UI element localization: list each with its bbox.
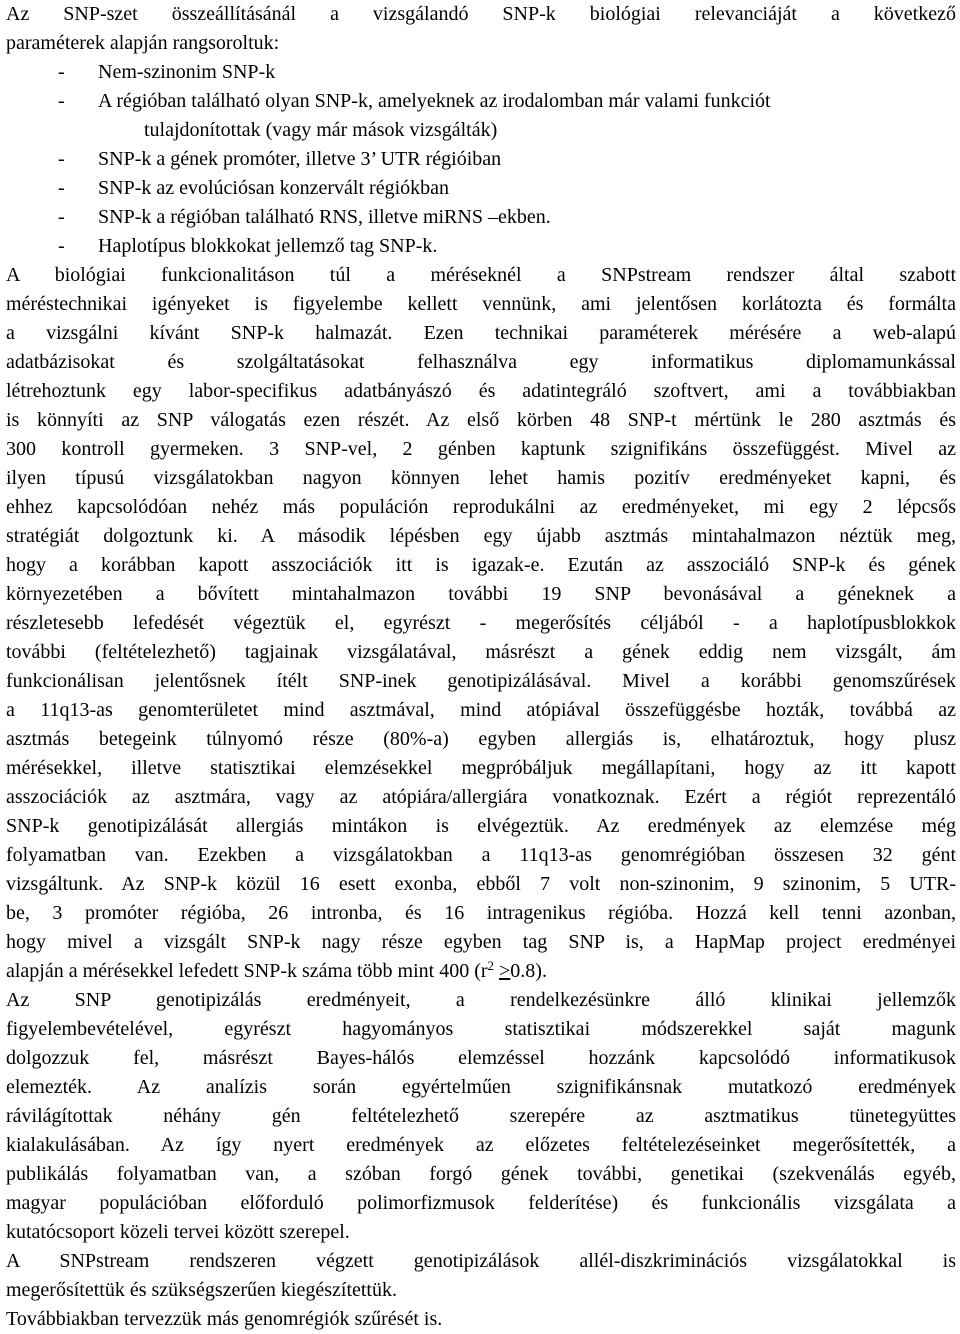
- text-line: is könnyíti az SNP válogatás ezen részét. Az első körben 48 SNP-t mértünk le 280 asztmás és: [6, 409, 956, 431]
- list-item-continuation: [6, 116, 956, 145]
- paragraph-plans: [6, 1305, 956, 1334]
- text-line: paraméterek alapján rangsoroltuk:: [6, 32, 280, 54]
- paragraph-results: [6, 986, 956, 1247]
- list-item: [6, 174, 956, 203]
- list-item-text: Haplotípus blokkokat jellemző tag SNP-k.: [98, 235, 438, 257]
- text-line: adatbázisokat és szolgáltatásokat felhasználva egy informatikus diplomamunkással: [6, 351, 956, 373]
- list-bullet: -: [58, 90, 65, 112]
- text-line: dolgozzuk fel, másrészt Bayes-hálós elemzéssel hozzánk kapcsolódó informatikusok: [6, 1047, 956, 1069]
- greater-equal-sign: >: [499, 960, 511, 982]
- list-item-text: tulajdonítottak (vagy már mások vizsgálták): [144, 119, 498, 141]
- text-line: SNP-k genotipizálását allergiás mintákon is elvégeztük. Az eredmények az elemzése még: [6, 815, 956, 837]
- list-item-text: SNP-k a régióban található RNS, illetve miRNS –ekben.: [98, 206, 551, 228]
- text-line: a 11q13-as genomterületet mind asztmával, mind atópiával összefüggésbe hozták, továbbá az: [6, 699, 956, 721]
- list-item-text: SNP-k az evolúciósan konzervált régiókban: [98, 177, 450, 199]
- text-line: Továbbiakban tervezzük más genomrégiók szűrését is.: [6, 1308, 443, 1330]
- text-fragment: 0.8).: [510, 960, 547, 982]
- text-line: környezetében a bővített mintahalmazon további 19 SNP bevonásával a géneknek a: [6, 583, 956, 605]
- text-line: Az SNP genotipizálás eredményeit, a rendelkezésünkre álló klinikai jellemzők: [6, 989, 956, 1011]
- document-page: [6, 0, 956, 1334]
- list-bullet: -: [58, 206, 65, 228]
- list-item: [6, 232, 956, 261]
- list-bullet: -: [58, 148, 65, 170]
- text-line: ehhez kapcsolódóan nehéz más populáción reprodukálni az eredményeket, mi egy 2 lépcsős: [6, 496, 956, 518]
- list-bullet: -: [58, 177, 65, 199]
- list-item-text: A régióban található olyan SNP-k, amelyeknek az irodalomban már valami funkciót: [98, 90, 771, 112]
- text-line: A SNPstream rendszeren végzett genotipizálások allél-diszkriminációs vizsgálatokkal is: [6, 1250, 956, 1272]
- text-line: funkcionálisan jelentősnek ítélt SNP-inek genotipizálásával. Mivel a korábbi genomszűrések: [6, 670, 956, 692]
- text-fragment: alapján a mérésekkel lefedett SNP-k száma több mint 400 (r: [6, 960, 488, 982]
- text-line: Az SNP-szet összeállításánál a vizsgálandó SNP-k biológiai relevanciáját a következő: [6, 3, 956, 25]
- text-line: kialakulásában. Az így nyert eredmények az előzetes feltételezéseinket megerősítették, a: [6, 1134, 956, 1156]
- paragraph-snpstream: [6, 1247, 956, 1305]
- text-line: be, 3 promóter régióba, 26 intronba, és 16 intragenikus régióba. Hozzá kell tenni azonban,: [6, 902, 956, 924]
- text-line: részletesebb lefedését végeztük el, egyrészt - megerősítés céljából - a haplotípusblokkok: [6, 612, 956, 634]
- list-item-text: Nem-szinonim SNP-k: [98, 61, 276, 83]
- text-line: 300 kontroll gyermeken. 3 SNP-vel, 2 génben kaptunk szignifikáns összefüggést. Mivel az: [6, 438, 956, 460]
- text-line: stratégiát dolgoztunk ki. A második lépésben egy újabb asztmás mintahalmazon néztük meg,: [6, 525, 956, 547]
- intro-paragraph: [6, 0, 956, 58]
- text-line: vizsgáltunk. Az SNP-k közül 16 esett exonba, ebből 7 volt non-szinonim, 9 szinonim, 5 UTR-: [6, 873, 956, 895]
- text-line: létrehoztunk egy labor-specifikus adatbányászó és adatintegráló szoftvert, ami a továbbiakban: [6, 380, 956, 402]
- criteria-list: [6, 58, 956, 261]
- list-item-text: SNP-k a gének promóter, illetve 3’ UTR régióiban: [98, 148, 502, 170]
- text-line: asszociációk az asztmára, vagy az atópiára/allergiára vonatkoznak. Ezért a régiót reprezentáló: [6, 786, 956, 808]
- list-item: [6, 58, 956, 87]
- text-line: kutatócsoport közeli tervei között szerepel.: [6, 1221, 350, 1243]
- text-line: a vizsgálni kívánt SNP-k halmazát. Ezen technikai paraméterek mérésére a web-alapú: [6, 322, 956, 344]
- list-item: [6, 203, 956, 232]
- text-line: A biológiai funkcionalitáson túl a méréseknél a SNPstream rendszer által szabott: [6, 264, 956, 286]
- list-item: [6, 145, 956, 174]
- text-line: mérésekkel, illetve statisztikai elemzésekkel megpróbáljuk megállapítani, hogy az itt kapott: [6, 757, 956, 779]
- text-line: megerősítettük és szükségszerűen kiegészítettük.: [6, 1279, 397, 1301]
- text-line: ilyen típusú vizsgálatokban nagyon könnyen lehet hamis pozitív eredményeket kapni, és: [6, 467, 956, 489]
- text-line: rávilágítottak néhány gén feltételezhető szerepére az asztmatikus tünetegyüttes: [6, 1105, 956, 1127]
- text-line: folyamatban van. Ezekben a vizsgálatokban a 11q13-as genomrégióban összesen 32 gént: [6, 844, 956, 866]
- text-line: asztmás betegeink túlnyomó része (80%-a) egyben allergiás is, elhatároztuk, hogy plusz: [6, 728, 956, 750]
- list-bullet: -: [58, 235, 65, 257]
- text-line: méréstechnikai igényeket is figyelembe kellett vennünk, ami jelentősen korlátozta és formálta: [6, 293, 956, 315]
- text-line: hogy mivel a vizsgált SNP-k nagy része egyben tag SNP is, a HapMap project eredményei: [6, 931, 956, 953]
- text-line: [6, 957, 956, 986]
- text-line: figyelembevételével, egyrészt hagyományos statisztikai módszerekkel saját magunk: [6, 1018, 956, 1040]
- text-line: elemezték. Az analízis során egyértelműen szignifikánsnak mutatkozó eredmények: [6, 1076, 956, 1098]
- superscript: 2: [487, 958, 495, 973]
- text-line: magyar populációban előforduló polimorfizmusok felderítése) és funkcionális vizsgálata a: [6, 1192, 956, 1214]
- list-item: [6, 87, 956, 116]
- paragraph-methods: [6, 261, 956, 986]
- list-bullet: -: [58, 61, 65, 83]
- text-line: további (feltételezhető) tagjainak vizsgálatával, másrészt a gének eddig nem vizsgált, ám: [6, 641, 956, 663]
- text-line: hogy a korábban kapott asszociációk itt is igazak-e. Ezután az asszociáló SNP-k és gének: [6, 554, 956, 576]
- text-line: publikálás folyamatban van, a szóban forgó gének további, genetikai (szekvenálás egyéb,: [6, 1163, 956, 1185]
